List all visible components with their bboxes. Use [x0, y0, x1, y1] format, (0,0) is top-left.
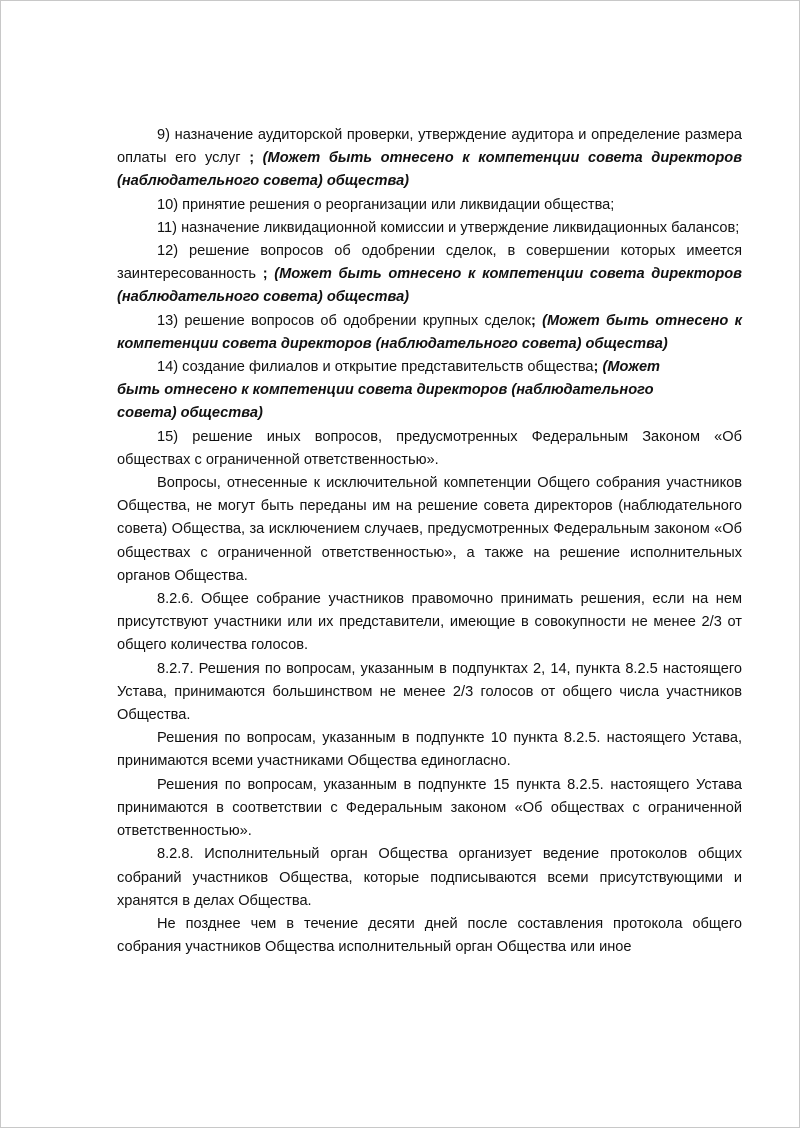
paragraph-item-14: 14) создание филиалов и открытие представительств общества; (Может быть отнесено к компетенции совета директоров (наблюдательного совета) общества): [117, 359, 661, 422]
separator: ;: [262, 266, 268, 283]
paragraph-item-9: 9) назначение аудиторской проверки, утверждение аудитора и определение размера оплаты его услуг ; (Может быть отнесено к компетенции совета директоров (наблюдательного совета) общества): [117, 127, 743, 190]
paragraph-protocol-copy: Не позднее чем в течение десяти дней после составления протокола общего собрания участников Общества исполнительный орган Общества или иное: [117, 915, 742, 956]
paragraph-clause-8-2-7: 8.2.7. Решения по вопросам, указанным в подпунктах 2, 14, пункта 8.2.5 настоящего Устава, принимаются большинством не менее 2/3 голосов от общего числа участников Общества.: [117, 660, 742, 724]
paragraph-exclusive-competence: Вопросы, отнесенные к исключительной компетенции Общего собрания участников Общества, не могут быть переданы им на решение совета директоров (наблюдательного совета) Общества, за исключением случаев, предусмотренных Федеральным законом «Об обществах с ограниченной ответственностью», а также на решение исполнительных органов Общества.: [117, 475, 742, 584]
separator: ;: [249, 150, 255, 167]
competence-note: (Может быть отнесено к компетенции совета директоров (наблюдательного совета) общества): [117, 312, 742, 352]
paragraph-clause-8-2-6: 8.2.6. Общее собрание участников правомочно принимать решения, если на нем присутствуют участники или их представители, имеющие в совокупности не менее 2/3 от общего количества голосов.: [117, 591, 742, 654]
paragraph-item-11: 11) назначение ликвидационной комиссии и утверждение ликвидационных балансов;: [157, 219, 740, 236]
paragraph-unanimous-decisions: Решения по вопросам, указанным в подпункте 10 пункта 8.2.5. настоящего Устава, принимаются всеми участниками Общества единогласно.: [117, 730, 742, 770]
competence-note: (Может быть отнесено к компетенции совета директоров (наблюдательного совета) общества): [117, 150, 743, 190]
separator: ;: [593, 359, 599, 376]
paragraph-clause-8-2-8: 8.2.8. Исполнительный орган Общества организует ведение протоколов общих собраний участников Общества, которые подписываются всеми присутствующими и хранятся в делах Общества.: [117, 846, 742, 909]
paragraph-item-15: 15) решение иных вопросов, предусмотренных Федеральным Законом «Об обществах с ограниченной ответственностью».: [117, 428, 742, 468]
paragraph-item-13: 13) решение вопросов об одобрении крупных сделок; (Может быть отнесено к компетенции совета директоров (наблюдательного совета) общества): [117, 312, 742, 352]
paragraph-decisions-per-law: Решения по вопросам, указанным в подпункте 15 пункта 8.2.5. настоящего Устава принимаются в соответствии с Федеральным законом «Об обществах с ограниченной ответственностью».: [117, 776, 742, 840]
document-body: [117, 124, 742, 959]
competence-note: (Может быть отнесено к компетенции совета директоров (наблюдательного совета) общества): [117, 359, 661, 422]
paragraph-item-12: 12) решение вопросов об одобрении сделок, в совершении которых имеется заинтересованность ; (Может быть отнесено к компетенции совета директоров (наблюдательного совета) общества): [117, 243, 742, 306]
separator: ;: [531, 312, 536, 329]
competence-note: (Может быть отнесено к компетенции совета директоров (наблюдательного совета) общества): [117, 266, 742, 306]
paragraph-item-10: 10) принятие решения о реорганизации или ликвидации общества;: [157, 196, 615, 213]
